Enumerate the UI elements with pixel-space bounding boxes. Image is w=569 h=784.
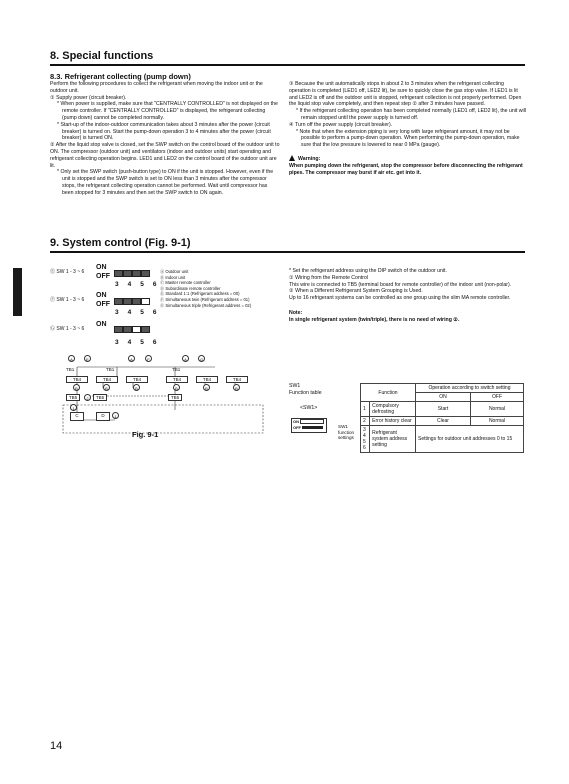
remote-controller-d: D [96,412,110,421]
section-9-right-column [289,268,526,324]
legend-item: Ⓑ Indoor unit [160,274,186,280]
row-on: Start [416,402,471,417]
figure-caption: Fig. 9-1 [132,430,159,439]
sw1-subtitle: Function table [289,390,322,396]
indoor-unit-b: B [233,384,240,391]
indoor-unit-b: B [103,384,110,391]
paragraph: ② When a Different Refrigerant System Grouping is Used. [289,288,423,295]
row-function: Error history clear [370,417,416,426]
outdoor-unit-a: A [68,355,75,362]
legend [160,269,251,308]
row-on: Clear [416,417,471,426]
sw-label-g: Ⓖ SW 1 - 3 ~ 6 [50,326,85,332]
tb4-box: TB4 [226,376,248,383]
sw-on-label: ON [96,321,107,328]
marker-1: 1 [112,412,119,419]
section-9-rule [50,251,525,253]
marker-2: 2 [84,394,91,401]
row-number: 1 [361,402,370,417]
row-function: Refrigerant system address setting [370,426,416,453]
tb4-box: TB4 [166,376,188,383]
section-9-title: 9. System control (Fig. 9-1) [50,237,191,249]
paragraph: * Start-up of the indoor-outdoor communication takes about 3 minutes after the power (circuit breaker) is turned on. Start the pump-down operation 3 to 4 minutes after the power (circuit breaker) is turned ON. [57,121,271,142]
section-8-title: 8. Special functions [50,50,154,62]
outdoor-unit-a: A [128,355,135,362]
tb5-box: TB5 [66,394,80,401]
paragraph: Perform the following procedures to collect the refrigerant when moving the indoor unit or the outdoor unit. [50,81,263,94]
legend-item: Ⓒ Master remote controller [160,280,211,286]
outdoor-unit-g: G [199,357,204,362]
sw-label-f: Ⓕ SW 1 - 3 ~ 6 [50,297,85,303]
tb1-label: TB1 [172,367,181,372]
row-off: Normal [471,417,524,426]
paragraph: * Set the refrigerant address using the DIP switch of the outdoor unit. [289,268,447,274]
row-on: Settings for outdoor unit addresses 0 to 15 [416,426,524,453]
on-header: ON [416,393,471,402]
sw-on-label: ON [96,264,107,271]
indoor-unit-b: B [133,384,140,391]
function-header: Function [361,384,416,402]
legend-item: Ⓐ Outdoor unit [160,269,189,274]
paragraph: * When power is supplied, make sure that "CENTRALLY CONTROLLED" is not displayed on the remote controller. If "CENTRALLY CONTROLLED" is displayed, the refrigerant collecting (pump down) cannot be completed normally. [57,101,278,121]
left-column [50,81,280,197]
paragraph: ③ Because the unit automatically stops in about 2 to 3 minutes when the refrigerant collecting operation is completed (LED1 off, LED2 lit), be sure to quickly close the gas stop valve. If LED1 is lit and LED2 is off and the outdoor unit is stopped, refrigerant collection is not properly performed. Open the liquid stop valve completely, and then repeat step ② after 3 minutes have passed. [289,81,522,108]
dip-switch [114,326,150,333]
note-title: Note: [289,309,303,316]
dip-numbers: 3 4 5 6 [115,309,161,316]
side-tab [13,268,22,316]
sw1-tag: <SW1> [300,405,318,411]
legend-item: Ⓓ Subordinate remote controller [160,285,221,291]
note-text: In single refrigerant system (twin/triple), there is no need of wiring ②. [289,316,460,323]
sw1-settings-label: SW1 function settings [338,424,355,441]
sw-label-e: Ⓔ SW 1 - 3 ~ 6 [50,269,85,275]
paragraph: * Note that when the extension piping is very long with large refrigerant amount, it may not be possible to perform a pump-down operation. When performing the pump-down operation, make sure that the low pressure is lowered to near 0 MPa (gauge). [296,128,520,149]
section-8-3-title: 8.3. Refrigerant collecting (pump down) [50,72,191,81]
operation-header: Operation according to switch setting [416,384,524,393]
tb5-box: TB5 [168,394,182,401]
tb1-label: TB1 [106,367,115,372]
sw1-dip-image: ON OFF [291,418,327,433]
legend-item: Ⓖ Simultaneous triple (Refrigerant address = 02) [160,302,252,308]
tb4-box: TB4 [66,376,88,383]
paragraph: ① Wiring from the Remote Control [289,274,369,281]
sw-off-label: OFF [96,273,110,280]
paragraph: Up to 16 refrigerant systems can be controlled as one group using the slim MA remote controller. [289,295,511,302]
sw1-title: SW1 [289,383,301,389]
warning-title: Warning: [298,155,321,162]
row-function: Compulsory defrosting [370,402,416,417]
paragraph: This wire is connected to TB5 (terminal board for remote controller) of the indoor unit (non-polar). [289,281,512,288]
row-number: 2 [361,417,370,426]
section-8-rule [50,64,525,66]
sw-on-label: ON [96,292,107,299]
outdoor-unit-e: E [84,355,91,362]
paragraph: * If the refrigerant collecting operation has been completed normally (LED1 off, LED2 lit), the unit will remain stopped until the power supply is turned off. [296,108,527,121]
tb1-label: TB1 [66,367,75,372]
tb4-box: TB4 [196,376,218,383]
legend-item: Ⓕ Simultaneous twin (Refrigerant address = 01) [160,296,250,302]
function-table [360,383,524,453]
indoor-unit-b: B [73,384,80,391]
tb5-box: TB5 [93,394,107,401]
remote-controller-c: C [70,412,84,421]
paragraph: ④ Turn off the power supply (circuit breaker). [289,121,393,128]
outdoor-unit-a: A [182,355,189,362]
row-number: 3 4 5 6 [361,426,370,453]
indoor-unit-b: B [203,384,210,391]
dip-numbers: 3 4 5 6 [115,339,161,346]
dip-switch [114,270,150,277]
indoor-unit-b: B [173,384,180,391]
row-off: Normal [471,402,524,417]
wiring-diagram [55,350,280,435]
warning-icon [289,155,295,161]
dip-numbers: 3 4 5 6 [115,281,161,288]
warning-text: When pumping down the refrigerant, stop the compressor before disconnecting the refrigerant pipes. The compressor may burst if air etc. get into it. [289,162,523,176]
paragraph: ② After the liquid stop valve is closed, set the SWP switch on the control board of the outdoor unit to ON. The compressor (outdoor unit) and ventilators (indoor and outdoor units) start operating and refrigerant collecting operation begins. LED1 and LED2 on the control board of the outdoor unit are lit. [50,142,280,169]
marker-1: 1 [70,404,77,411]
right-column [289,81,526,176]
paragraph: ① Supply power (circuit breaker). [50,94,127,101]
off-header: OFF [471,393,524,402]
page-number: 14 [50,740,63,752]
sw-off-label: OFF [96,301,110,308]
legend-item: Ⓔ Standard 1:1 (Refrigerant address = 00) [160,291,240,297]
dip-switch [114,298,150,305]
tb4-box: TB4 [126,376,148,383]
paragraph: * Only set the SWP switch (push-button type) to ON if the unit is stopped. However, even if the unit is stopped and the SWP switch is set to ON less than 3 minutes after the compressor stops, the refrigerant collecting operation cannot be performed. Wait until compressor has been stopped for 3 minutes and then set the SWP switch to ON again. [57,169,274,196]
outdoor-unit-f: F [145,355,152,362]
tb4-box: TB4 [96,376,118,383]
